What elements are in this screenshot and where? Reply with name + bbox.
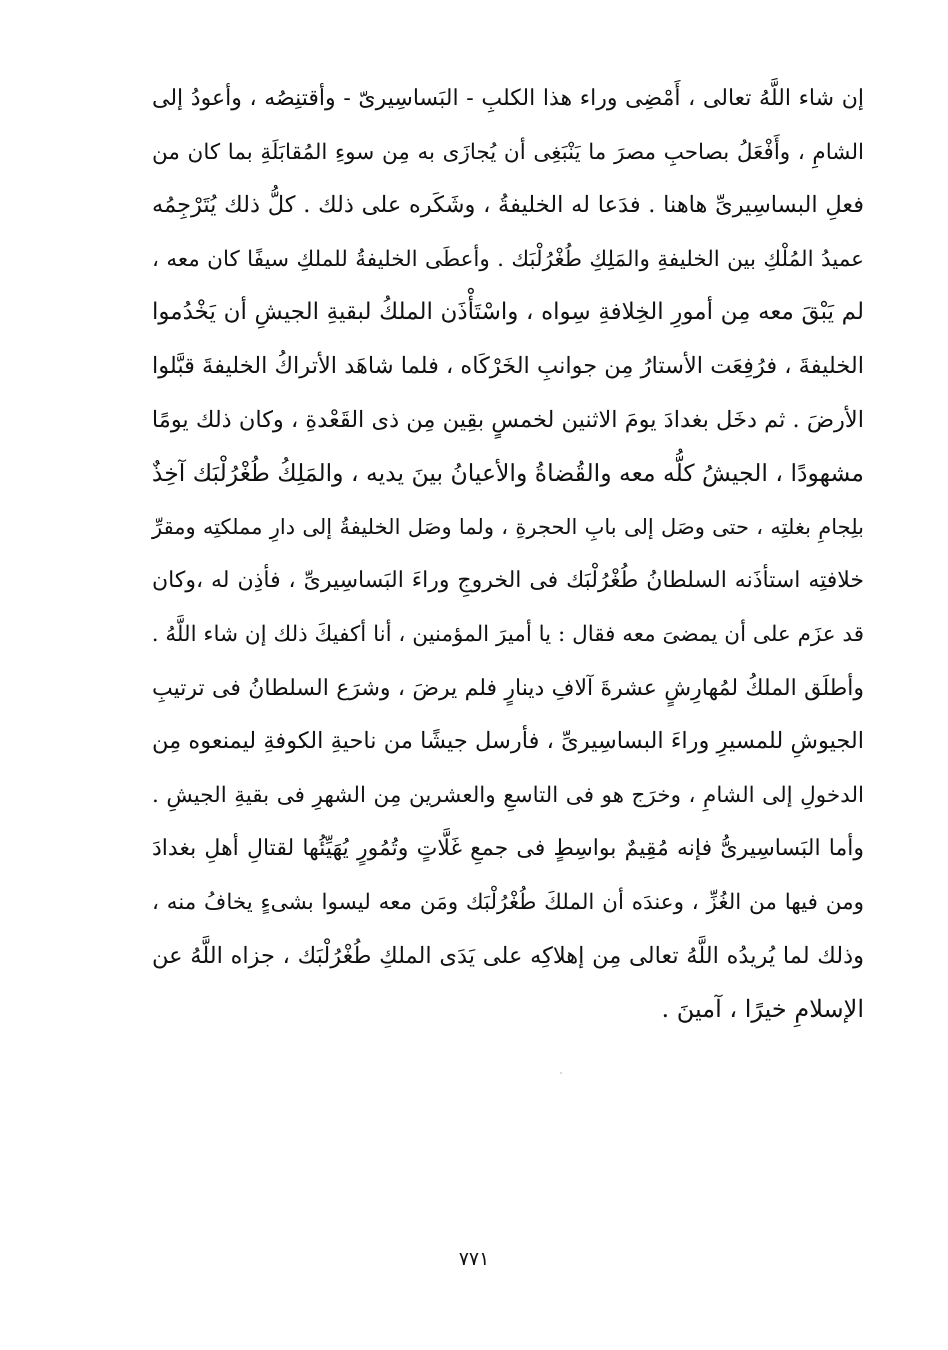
text-line-15: وأما البَساسِيرىُّ فإنه مُقِيمٌ بواسِطٍ فى جمعِ غَلَّاتٍ وتُمُورٍ يُهَيِّئُها لقتالِ أهلِ بغدادَ [152, 836, 864, 862]
text-line-9: بلِجامِ بغلتِه ، حتى وصَل إلى بابِ الحجرةِ ، ولما وصَل الخليفةُ إلى دارِ مملكتِه ومقرِّ [152, 514, 864, 539]
text-line-5: لم يَبْقَ معه مِن أمورِ الخِلافةِ سِواه ، واسْتَأْذَن الملكُ لبقيةِ الجيشِ أن يَخْدُموا [152, 299, 864, 326]
text-line-6: الخليفةَ ، فرُفِعَت الأستارُ مِن جوانبِ الخَرْكَاه ، فلما شاهَد الأتراكُ الخليفةَ قبَّلوا [152, 352, 864, 379]
text-line-2: الشامِ ، وأَفْعَلُ بصاحبِ مصرَ ما يَنْبَغِى أن يُجازَى به مِن سوءِ المُقابَلَةِ بما كان من [152, 139, 864, 165]
text-line-7: الأرضَ . ثم دخَل بغدادَ يومَ الاثنين لخمسٍ بقِين مِن ذى القَعْدةِ ، وكان ذلك يومًا [151, 406, 864, 433]
page-number: ٧٧١ [458, 1248, 490, 1270]
scan-speck [560, 1072, 562, 1074]
text-line-11: قد عزَم على أن يمضىَ معه فقال : يا أميرَ المؤمنين ، أنا أكفيكَ ذلك إن شاء اللَّهُ . [151, 621, 864, 647]
text-line-18: الإسلامِ خيرًا ، آمينَ . [661, 995, 864, 1024]
text-line-3: فعلِ البساسِيرىِّ هاهنا . فدَعا له الخليفةُ ، وشَكَره على ذلك . كلُّ ذلك يُتَرْجِمُه [152, 192, 864, 219]
text-line-12: وأطلَق الملكُ لمُهارِشٍ عشرةَ آلافِ دينارٍ فلم يرضَ ، وشرَع السلطانُ فى ترتيبِ [152, 675, 864, 701]
text-line-14: الدخولِ إلى الشامِ ، وخرَج هو فى التاسعِ والعشرين مِن الشهرِ فى بقيةِ الجيشِ . [152, 782, 864, 808]
text-line-17: وذلك لما يُريدُه اللَّهُ تعالى مِن إهلاكِه على يَدَى الملكِ طُغْرُلْبَك ، جزاه اللَّهُ عن [152, 942, 864, 969]
text-line-13: الجيوشِ للمسيرِ وراءَ البساسِيرىِّ ، فأرسل جيشًا من ناحيةِ الكوفةِ ليمنعوه مِن [152, 728, 864, 755]
text-line-16: ومن فيها من الغُزِّ ، وعندَه أن الملكَ طُغْرُلْبَك ومَن معه ليسوا بشىءٍ يخافُ منه ، [152, 889, 864, 915]
text-line-1: إن شاء اللَّهُ تعالى ، أَمْضِى وراء هذا الكلبِ - البَساسِيرىّ - وأقتنِصُه ، وأعودُ إلى [152, 86, 864, 111]
text-line-10: خلافتِه استأذَنه السلطانُ طُغْرُلْبَك فى الخروجِ وراءَ البَساسِيرىِّ ، فأذِن له ،وكان [152, 568, 864, 594]
text-line-8: مشهودًا ، الجيشُ كلُّه معه والقُضاةُ والأعيانُ بينَ يديه ، والمَلِكُ طُغْرُلْبَك آخِذٌ [151, 459, 864, 488]
body-text [152, 72, 864, 1037]
text-line-4: عميدُ المُلْكِ بين الخليفةِ والمَلِكِ طُغْرُلْبَك . وأعطَى الخليفةُ للملكِ سيفًا كان معه ، [152, 246, 864, 272]
